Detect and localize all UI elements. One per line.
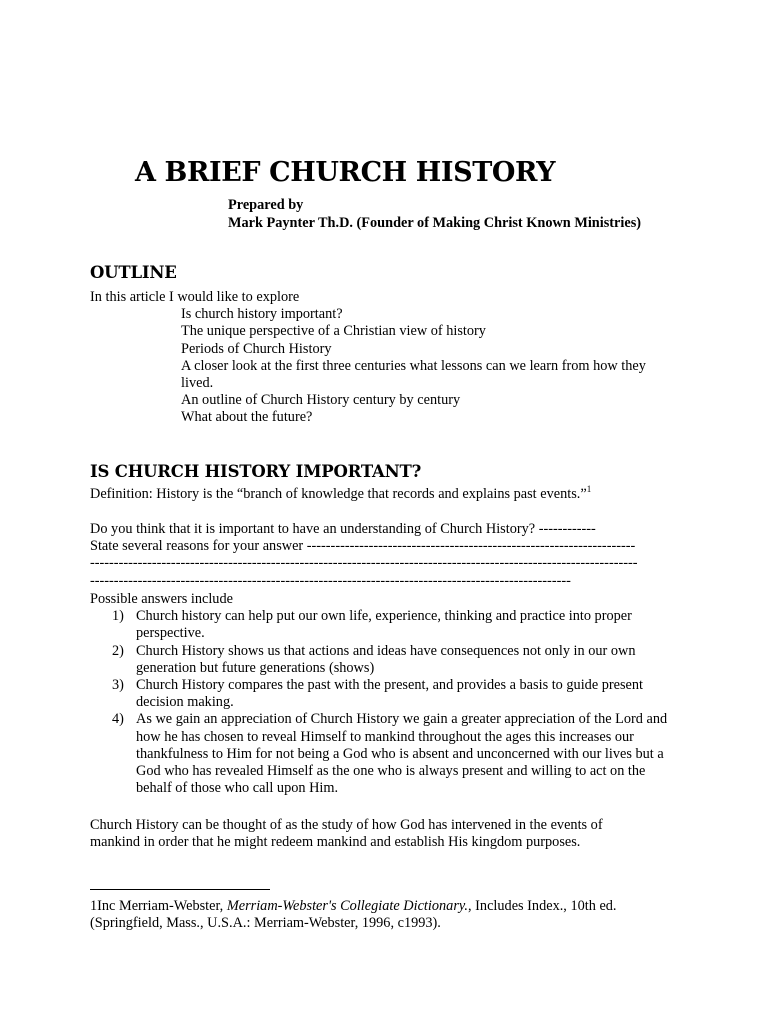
reasons-prompt: State several reasons for your answer --------------------------------------------------------------------- xyxy=(90,538,636,555)
footnote xyxy=(90,898,690,932)
outline-item: A closer look at the first three centuries what lessons can we learn from how they lived. xyxy=(181,357,646,392)
answers-list xyxy=(90,608,690,797)
outline-item: An outline of Church History century by century xyxy=(181,392,461,409)
list-item-text: As we gain an appreciation of Church History we gain a greater appreciation of the Lord and how he has chosen to reveal Himself to mankind throughout the ages this increases our thankfulness to Him for not being a God who is absent and unconcerned with our lives but a God who has revealed Himself as the one who is always present and willing to act on the behalf of those who call upon Him. xyxy=(136,711,668,797)
outline-item: The unique perspective of a Christian view of history xyxy=(181,323,486,340)
list-number: 4) xyxy=(112,711,124,728)
document-title: A BRIEF CHURCH HISTORY xyxy=(135,157,556,188)
answer-blank-line: ----------------------------------------------------------------------------------------------------- xyxy=(90,572,571,589)
definition-line xyxy=(90,486,690,503)
list-item xyxy=(90,643,681,677)
outline-item: What about the future? xyxy=(181,409,313,426)
answers-label: Possible answers include xyxy=(90,591,233,607)
outline-heading: OUTLINE xyxy=(90,263,177,282)
definition-text: Definition: History is the “branch of knowledge that records and explains past events.” xyxy=(90,486,587,502)
footnote-rest: , Includes Index., 10th ed. (Springfield, Mass., U.S.A.: Merriam-Webster, 1996, c1993). xyxy=(90,898,617,932)
list-item xyxy=(90,677,681,711)
author-block xyxy=(228,196,641,232)
outline-intro: In this article I would like to explore xyxy=(90,289,300,305)
importance-heading: IS CHURCH HISTORY IMPORTANT? xyxy=(90,462,422,481)
list-item-text: Church History compares the past with the present, and provides a basis to guide present decision making. xyxy=(136,677,644,711)
outline-item: Is church history important? xyxy=(181,306,343,323)
footnote-work-title: Merriam-Webster's Collegiate Dictionary. xyxy=(226,898,469,914)
question-block xyxy=(90,521,690,590)
answers-block xyxy=(90,591,690,797)
footnote-prefix: 1Inc Merriam-Webster, xyxy=(90,898,227,914)
list-item-text: Church History shows us that actions and ideas have consequences not only in our own generation but future generations (shows) xyxy=(136,642,636,676)
prepared-by-label: Prepared by xyxy=(228,197,304,213)
answer-blank-line: ------------------------------------------------------------------------------------------------------------------- xyxy=(90,555,638,572)
list-item xyxy=(90,608,681,642)
list-number: 2) xyxy=(112,642,124,659)
list-number: 3) xyxy=(112,677,124,694)
list-item xyxy=(90,711,681,797)
outline-item: Periods of Church History xyxy=(181,340,332,357)
question-line: Do you think that it is important to have an understanding of Church History? ------------ xyxy=(90,521,596,537)
footnote-reference: 1 xyxy=(586,484,592,495)
footnote-divider xyxy=(90,889,270,890)
closing-paragraph: Church History can be thought of as the study of how God has intervened in the events of mankind in order that he might redeem mankind and establish His kingdom purposes. xyxy=(90,817,603,851)
list-item-text: Church history can help put our own life, experience, thinking and practice into proper perspective. xyxy=(136,608,632,642)
list-number: 1) xyxy=(112,608,124,625)
author-credit: Mark Paynter Th.D. (Founder of Making Christ Known Ministries) xyxy=(228,215,642,231)
outline-section xyxy=(90,289,690,427)
